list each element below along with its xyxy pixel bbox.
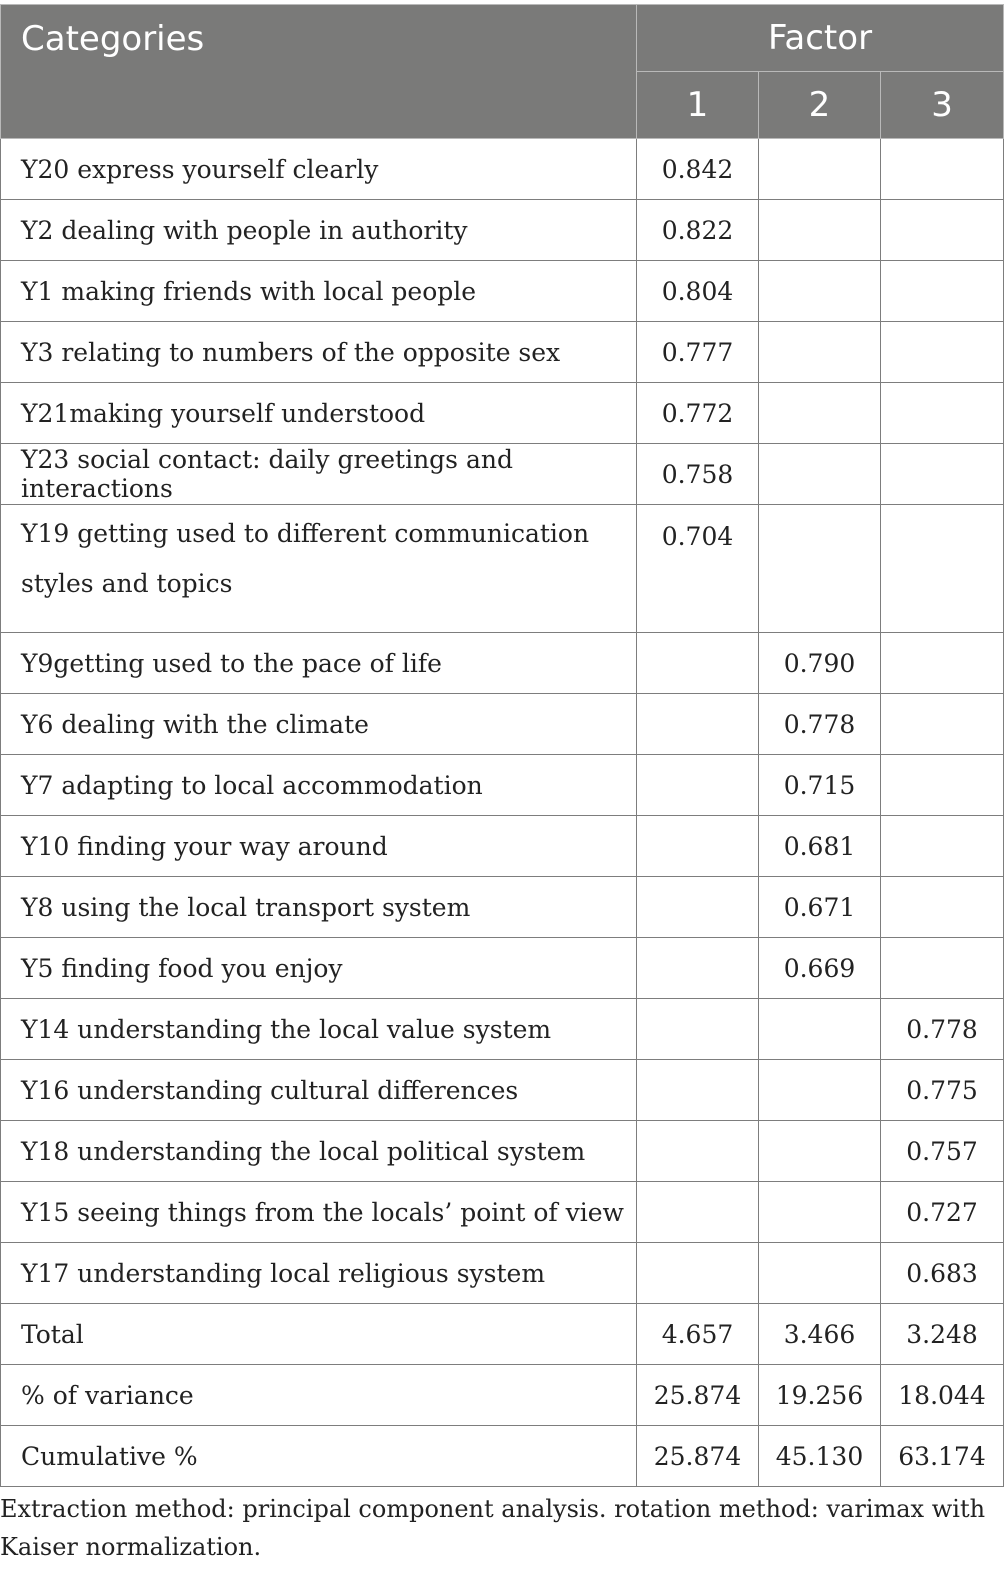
factor-3-total: 3.248 xyxy=(881,1304,1004,1365)
table-row xyxy=(1,938,1004,999)
factor-2-loading xyxy=(759,1182,881,1243)
factor-2-loading xyxy=(759,1060,881,1121)
categories-header: Categories xyxy=(1,5,637,139)
table-row xyxy=(1,139,1004,200)
factor-2-loading xyxy=(759,1121,881,1182)
factor-1-loading: 0.758 xyxy=(637,444,759,505)
item-label: Y1 making friends with local people xyxy=(1,261,637,322)
item-label: Y20 express yourself clearly xyxy=(1,139,637,200)
item-label: Y5 finding food you enjoy xyxy=(1,938,637,999)
item-label: Y21making yourself understood xyxy=(1,383,637,444)
factor-1-loading xyxy=(637,1121,759,1182)
factor-3-loading: 0.778 xyxy=(881,999,1004,1060)
item-label: Y6 dealing with the climate xyxy=(1,694,637,755)
factor-2-header: 2 xyxy=(759,72,881,139)
factor-3-loading xyxy=(881,816,1004,877)
item-label: Y14 understanding the local value system xyxy=(1,999,637,1060)
factor-2-variance: 19.256 xyxy=(759,1365,881,1426)
factor-3-loading xyxy=(881,261,1004,322)
factor-header: Factor xyxy=(637,5,1004,72)
factor-3-loading xyxy=(881,200,1004,261)
factor-3-loading xyxy=(881,139,1004,200)
factor-2-loading: 0.669 xyxy=(759,938,881,999)
factor-1-cumulative: 25.874 xyxy=(637,1426,759,1487)
factor-2-loading xyxy=(759,383,881,444)
factor-1-loading xyxy=(637,755,759,816)
item-label: Y19 getting used to different communication styles and topics xyxy=(1,505,637,633)
factor-2-loading xyxy=(759,505,881,633)
factor-3-loading xyxy=(881,755,1004,816)
table-row xyxy=(1,633,1004,694)
variance-label: % of variance xyxy=(1,1365,637,1426)
factor-3-loading xyxy=(881,444,1004,505)
factor-2-loading xyxy=(759,322,881,383)
factor-3-loading xyxy=(881,383,1004,444)
cumulative-row xyxy=(1,1426,1004,1487)
factor-1-total: 4.657 xyxy=(637,1304,759,1365)
factor-1-loading xyxy=(637,938,759,999)
factor-1-loading: 0.842 xyxy=(637,139,759,200)
variance-row xyxy=(1,1365,1004,1426)
factor-1-loading xyxy=(637,816,759,877)
factor-2-total: 3.466 xyxy=(759,1304,881,1365)
table-row xyxy=(1,1182,1004,1243)
factor-3-loading: 0.757 xyxy=(881,1121,1004,1182)
factor-1-loading xyxy=(637,1243,759,1304)
item-label: Y23 social contact: daily greetings and interactions xyxy=(1,444,637,505)
factor-3-header: 3 xyxy=(881,72,1004,139)
rotated-factor-table xyxy=(0,4,1004,1487)
table-row xyxy=(1,1121,1004,1182)
table-row xyxy=(1,261,1004,322)
item-label: Y8 using the local transport system xyxy=(1,877,637,938)
item-label: Y3 relating to numbers of the opposite sex xyxy=(1,322,637,383)
factor-2-loading xyxy=(759,261,881,322)
item-label: Y15 seeing things from the locals’ point of view xyxy=(1,1182,637,1243)
factor-2-loading xyxy=(759,444,881,505)
total-label: Total xyxy=(1,1304,637,1365)
factor-1-loading: 0.804 xyxy=(637,261,759,322)
table-row xyxy=(1,999,1004,1060)
factor-2-loading: 0.778 xyxy=(759,694,881,755)
total-row xyxy=(1,1304,1004,1365)
table-footnote: Extraction method: principal component analysis. rotation method: varimax with Kaiser normalization. xyxy=(0,1495,986,1561)
factor-2-cumulative: 45.130 xyxy=(759,1426,881,1487)
factor-1-loading: 0.777 xyxy=(637,322,759,383)
factor-1-loading xyxy=(637,877,759,938)
factor-1-loading: 0.772 xyxy=(637,383,759,444)
factor-3-loading: 0.683 xyxy=(881,1243,1004,1304)
factor-3-loading xyxy=(881,877,1004,938)
factor-2-loading: 0.681 xyxy=(759,816,881,877)
factor-3-loading: 0.727 xyxy=(881,1182,1004,1243)
table-row xyxy=(1,755,1004,816)
item-label: Y16 understanding cultural differences xyxy=(1,1060,637,1121)
factor-3-loading xyxy=(881,322,1004,383)
table-row xyxy=(1,816,1004,877)
factor-1-loading: 0.822 xyxy=(637,200,759,261)
table-row xyxy=(1,1060,1004,1121)
factor-3-loading xyxy=(881,694,1004,755)
table-row xyxy=(1,877,1004,938)
table-header xyxy=(1,5,1004,139)
table-body xyxy=(1,139,1004,1487)
item-label: Y2 dealing with people in authority xyxy=(1,200,637,261)
table-row xyxy=(1,1243,1004,1304)
factor-2-loading xyxy=(759,200,881,261)
cumulative-label: Cumulative % xyxy=(1,1426,637,1487)
factor-2-loading xyxy=(759,139,881,200)
table-row xyxy=(1,383,1004,444)
item-label: Y18 understanding the local political system xyxy=(1,1121,637,1182)
item-label: Y9getting used to the pace of life xyxy=(1,633,637,694)
factor-3-variance: 18.044 xyxy=(881,1365,1004,1426)
factor-2-loading xyxy=(759,999,881,1060)
table-row xyxy=(1,444,1004,505)
factor-1-loading xyxy=(637,1060,759,1121)
factor-2-loading: 0.790 xyxy=(759,633,881,694)
factor-1-loading: 0.704 xyxy=(637,505,759,633)
factor-2-loading xyxy=(759,1243,881,1304)
table-row xyxy=(1,322,1004,383)
factor-3-loading xyxy=(881,505,1004,633)
item-label: Y7 adapting to local accommodation xyxy=(1,755,637,816)
table-row xyxy=(1,200,1004,261)
item-label: Y17 understanding local religious system xyxy=(1,1243,637,1304)
table-row xyxy=(1,694,1004,755)
factor-1-variance: 25.874 xyxy=(637,1365,759,1426)
factor-3-loading xyxy=(881,633,1004,694)
factor-1-loading xyxy=(637,999,759,1060)
factor-1-loading xyxy=(637,694,759,755)
factor-3-cumulative: 63.174 xyxy=(881,1426,1004,1487)
table-row xyxy=(1,505,1004,633)
factor-2-loading: 0.715 xyxy=(759,755,881,816)
factor-1-loading xyxy=(637,633,759,694)
item-label: Y10 finding your way around xyxy=(1,816,637,877)
factor-3-loading xyxy=(881,938,1004,999)
factor-1-loading xyxy=(637,1182,759,1243)
factor-2-loading: 0.671 xyxy=(759,877,881,938)
factor-3-loading: 0.775 xyxy=(881,1060,1004,1121)
factor-1-header: 1 xyxy=(637,72,759,139)
